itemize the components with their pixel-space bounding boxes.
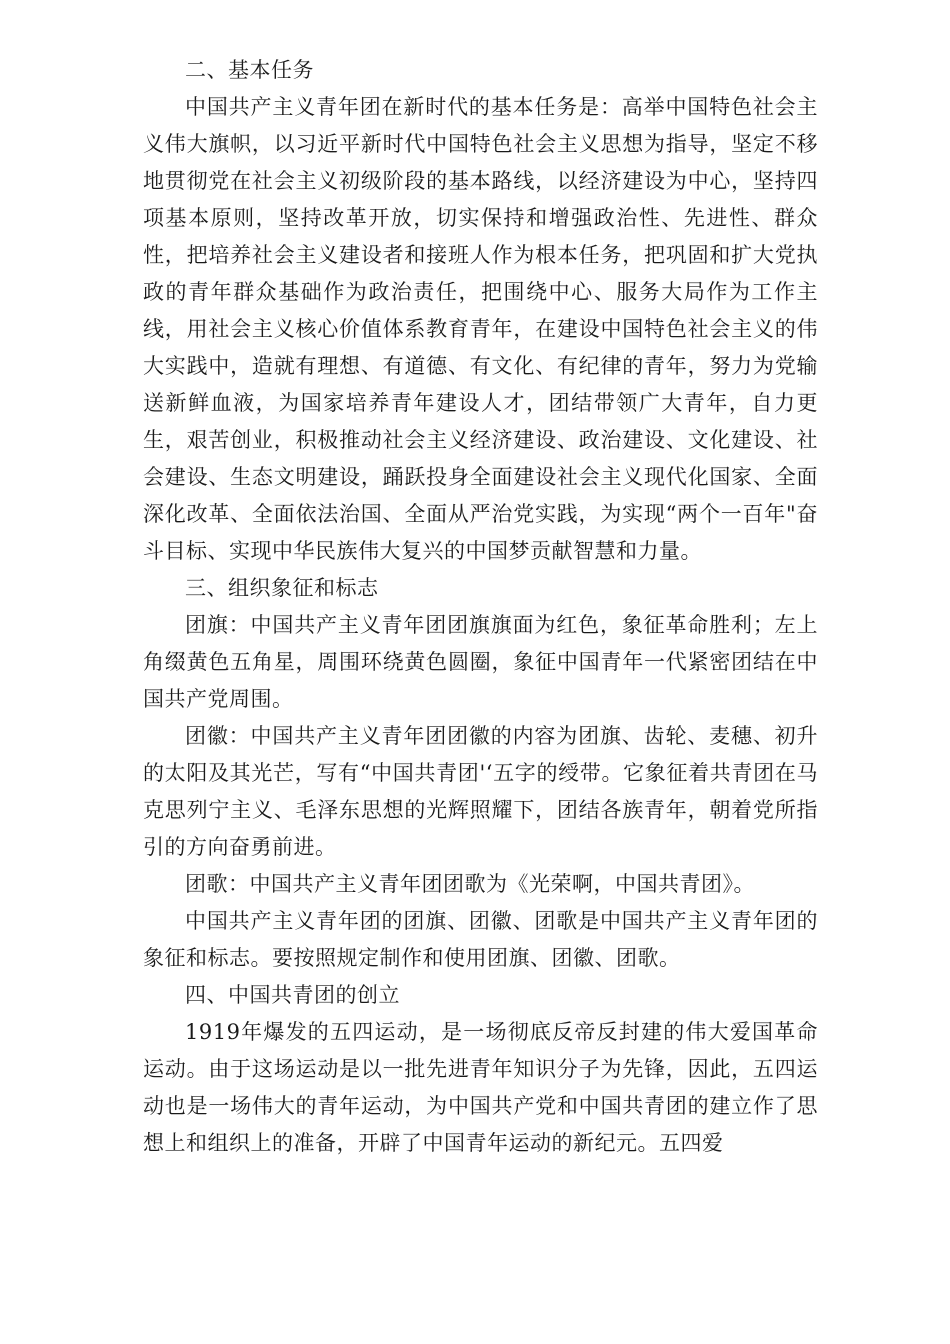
section-heading-basic-tasks: 二、基本任务 — [185, 58, 314, 82]
paragraph-symbols-summary: 中国共产主义青年团的团旗、团徽、团歌是中国共产主义青年团的象征和标志。要按照规定制作和使用团旗、团徽、团歌。 — [143, 909, 818, 970]
paragraph-flag: 团旗：中国共产主义青年团团旗旗面为红色，象征革命胜利；左上角缀黄色五角星，周围环绕黄色圆圈，象征中国青年一代紧密团结在中国共产党周围。 — [143, 613, 818, 711]
section-heading-symbols: 三、组织象征和标志 — [185, 576, 379, 600]
paragraph-founding: 1919年爆发的五四运动，是一场彻底反帝反封建的伟大爱国革命运动。由于这场运动是以一批先进青年知识分子为先锋，因此，五四运动也是一场伟大的青年运动，为中国共产党和中国共青团的建立作了思想上和组织上的准备，开辟了中国青年运动的新纪元。五四爱 — [143, 1020, 818, 1155]
document-body — [143, 52, 818, 1162]
section-heading-founding: 四、中国共青团的创立 — [185, 983, 400, 1007]
paragraph-emblem: 团徽：中国共产主义青年团团徽的内容为团旗、齿轮、麦穗、初升的太阳及其光芒，写有“中国共青团'‘五字的绶带。它象征着共青团在马克思列宁主义、毛泽东思想的光辉照耀下，团结各族青年，朝着党所指引的方向奋勇前进。 — [143, 724, 818, 859]
paragraph-song: 团歌：中国共产主义青年团团歌为《光荣啊，中国共青团》。 — [185, 872, 755, 896]
paragraph-basic-tasks: 中国共产主义青年团在新时代的基本任务是：高举中国特色社会主义伟大旗帜，以习近平新时代中国特色社会主义思想为指导，坚定不移地贯彻党在社会主义初级阶段的基本路线，以经济建设为中心，坚持四项基本原则，坚持改革开放，切实保持和增强政治性、先进性、群众性，把培养社会主义建设者和接班人作为根本任务，把巩固和扩大党执政的青年群众基础作为政治责任，把围绕中心、服务大局作为工作主线，用社会主义核心价值体系教育青年，在建设中国特色社会主义的伟大实践中，造就有理想、有道德、有文化、有纪律的青年，努力为党输送新鲜血液，为国家培养青年建设人才，团结带领广大青年，自力更生，艰苦创业，积极推动社会主义经济建设、政治建设、文化建设、社会建设、生态文明建设，踊跃投身全面建设社会主义现代化国家、全面深化改革、全面依法治国、全面从严治党实践，为实现“两个一百年"奋斗目标、实现中华民族伟大复兴的中国梦贡献智慧和力量。 — [143, 95, 818, 563]
